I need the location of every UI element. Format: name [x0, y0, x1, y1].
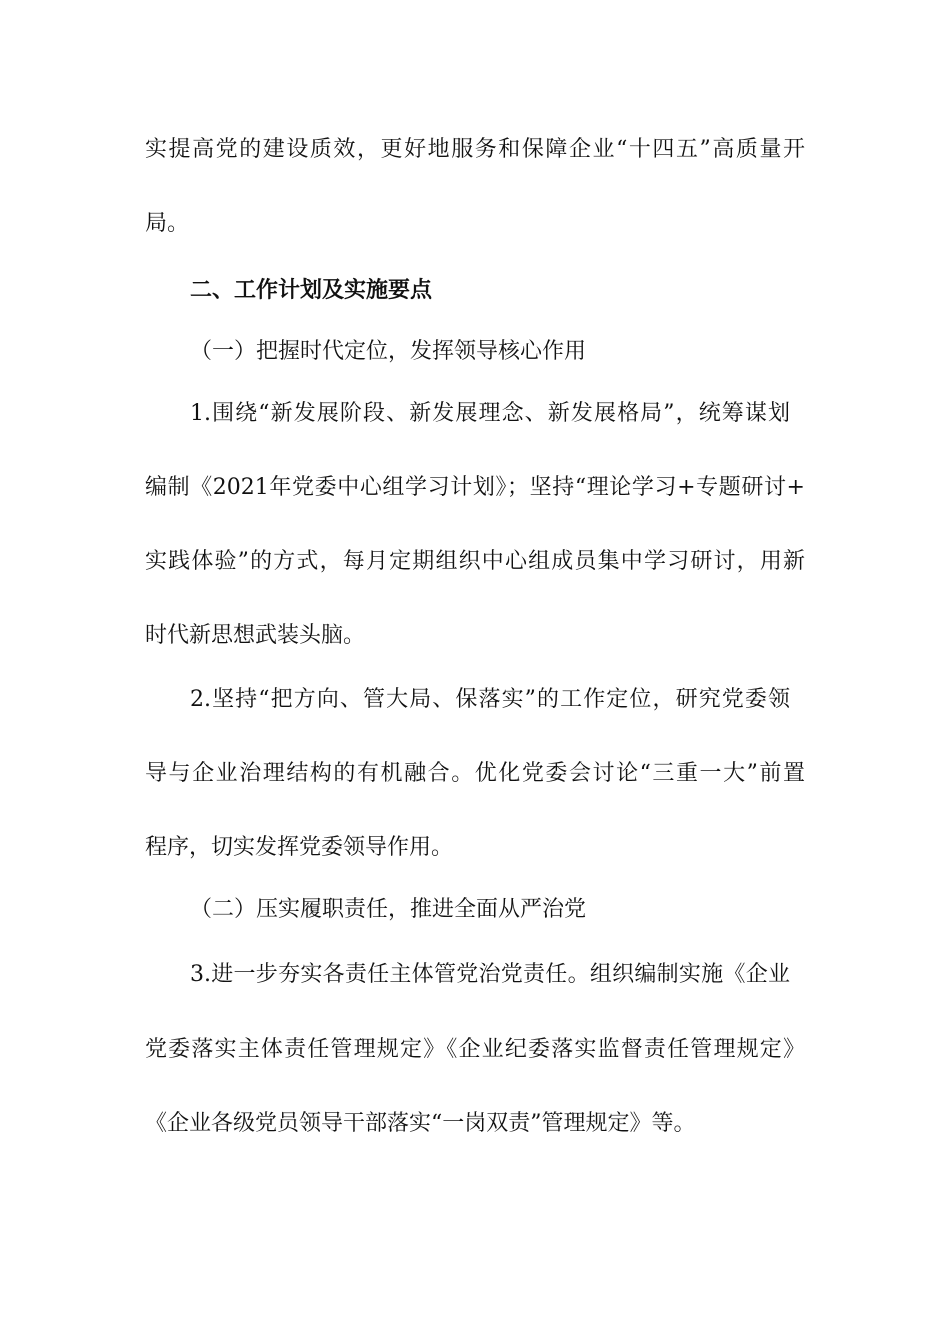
- body-text-line: 编制《2021年党委中心组学习计划》；坚持“理论学习+专题研讨+: [145, 475, 805, 500]
- section-heading: 二、工作计划及实施要点: [190, 277, 433, 303]
- body-text-line: 实提高党的建设质效，更好地服务和保障企业“十四五”高质量开: [145, 137, 805, 162]
- body-text-line: 实践体验”的方式，每月定期组织中心组成员集中学习研讨，用新: [145, 549, 805, 574]
- body-text-line: 导与企业治理结构的有机融合。优化党委会讨论“三重一大”前置: [145, 761, 805, 786]
- body-text-line: 3.进一步夯实各责任主体管党治党责任。组织编制实施《企业: [190, 962, 790, 987]
- body-text-line: 时代新思想武装头脑。: [145, 623, 366, 648]
- body-text-line: 1.围绕“新发展阶段、新发展理念、新发展格局”，统筹谋划: [190, 401, 790, 426]
- body-text-line: 党委落实主体责任管理规定》《企业纪委落实监督责任管理规定》: [145, 1037, 805, 1062]
- subsection-heading: （一）把握时代定位，发挥领导核心作用: [190, 339, 587, 364]
- body-text-line: 2.坚持“把方向、管大局、保落实”的工作定位，研究党委领: [190, 687, 790, 712]
- subsection-heading: （二）压实履职责任，推进全面从严治党: [190, 897, 587, 922]
- body-text-line: 《企业各级党员领导干部落实“一岗双责”管理规定》等。: [145, 1111, 696, 1136]
- body-text-line: 程序，切实发挥党委领导作用。: [145, 835, 454, 860]
- body-text-line: 局。: [145, 211, 190, 236]
